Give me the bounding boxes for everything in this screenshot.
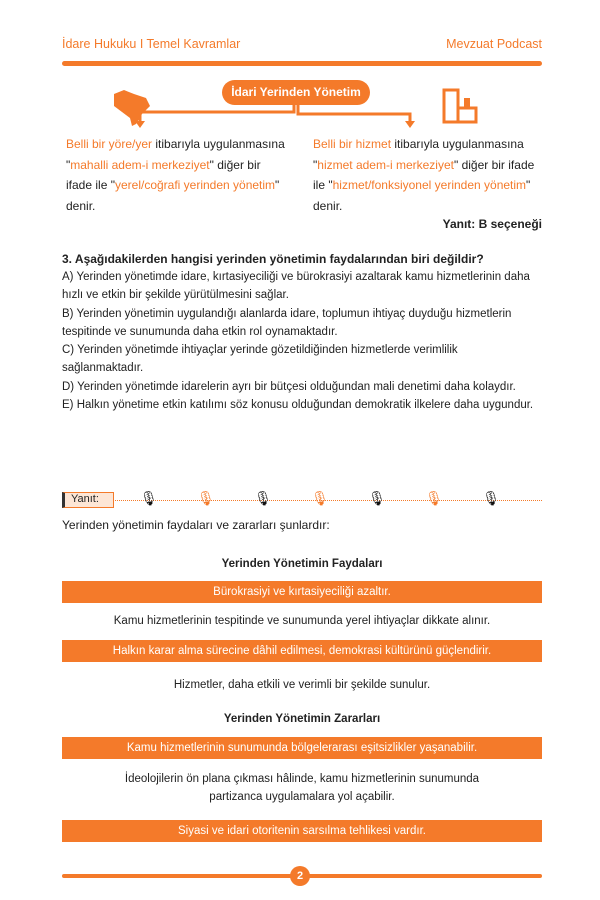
microphone-icon: 🎙: [425, 490, 443, 506]
harms-title: Yerinden Yönetimin Zararları: [223, 713, 381, 725]
diagram-arrows: [130, 104, 420, 130]
microphone-row: [140, 490, 540, 507]
header-rule: [62, 61, 542, 66]
answer-b: Yanıt: B seçeneği: [442, 217, 542, 231]
building-icon: [440, 86, 478, 126]
option-a: A) Yerinden yönetimde idare, kırtasiyeciliği ve bürokrasiyi azaltarak kamu hizmetlerinin daha hızlı ve etkin bir şekilde yürütülmesini sağlar.: [62, 271, 530, 302]
benefit-item: Halkın karar alma sürecine dâhil edilmesi, demokrasi kültürünü güçlendirir.: [62, 640, 542, 662]
microphone-icon: 🎙: [254, 490, 272, 506]
question-title: 3. Aşağıdakilerden hangisi yerinden yönetimin faydalarından biri değildir?: [62, 252, 484, 266]
microphone-icon: 🎙: [482, 490, 500, 506]
question-options: [62, 268, 542, 414]
header-brand: Mevzuat Podcast: [446, 37, 542, 51]
microphone-icon: 🎙: [140, 490, 158, 506]
header-title: İdare Hukuku I Temel Kavramlar: [62, 37, 241, 51]
benefit-item: Kamu hizmetlerinin tespitinde ve sunumunda yerel ihtiyaçlar dikkate alınır.: [113, 615, 491, 627]
answer-label: Yanıt:: [62, 492, 114, 508]
intro-text: Yerinden yönetimin faydaları ve zararları şunlardır:: [62, 518, 330, 532]
harm-item: Siyasi ve idari otoritenin sarsılma tehlikesi vardır.: [62, 820, 542, 842]
option-b: B) Yerinden yönetimin uygulandığı alanlarda idare, toplumun ihtiyaç duyduğu hizmetlerin tespitinde ve sunumunda daha etkin rol oynamaktadır.: [62, 307, 512, 338]
harm-item: İdeolojilerin ön plana çıkması hâlinde, kamu hizmetlerinin sunumunda partizanca uygulamalara yol açabilir.: [124, 773, 480, 803]
option-e: E) Halkın yönetime etkin katılımı söz konusu olduğundan demokratik ilkelere daha uygundur.: [62, 399, 534, 412]
option-c: C) Yerinden yönetimde ihtiyaçlar yerinde gözetildiğinden hizmetlerde verimlilik sağlanmaktadır.: [62, 344, 458, 375]
harm-item: Kamu hizmetlerinin sunumunda bölgelerarası eşitsizlikler yaşanabilir.: [62, 737, 542, 759]
benefits-title: Yerinden Yönetimin Faydaları: [221, 558, 383, 570]
microphone-icon: 🎙: [311, 490, 329, 506]
benefit-item: Bürokrasiyi ve kırtasiyeciliği azaltır.: [62, 581, 542, 603]
benefit-item: Hizmetler, daha etkili ve verimli bir şekilde sunulur.: [173, 679, 431, 691]
page-number: 2: [290, 866, 310, 886]
diagram-badge: İdari Yerinden Yönetim: [222, 80, 370, 105]
microphone-icon: 🎙: [368, 490, 386, 506]
microphone-icon: 🎙: [197, 490, 215, 506]
option-d: D) Yerinden yönetimde idarelerin ayrı bir bütçesi olduğundan mali denetimi daha kolaydır.: [62, 380, 516, 393]
left-definition: Belli bir yöre/yer itibarıyla uygulanmasına "mahalli adem-i merkeziyet" diğer bir ifade ile "yerel/coğrafi yerinden yönetim" denir.: [66, 137, 285, 213]
right-definition: Belli bir hizmet itibarıyla uygulanmasına "hizmet adem-i merkeziyet" diğer bir ifade ile "hizmet/fonksiyonel yerinden yönetim" denir.: [313, 137, 535, 213]
